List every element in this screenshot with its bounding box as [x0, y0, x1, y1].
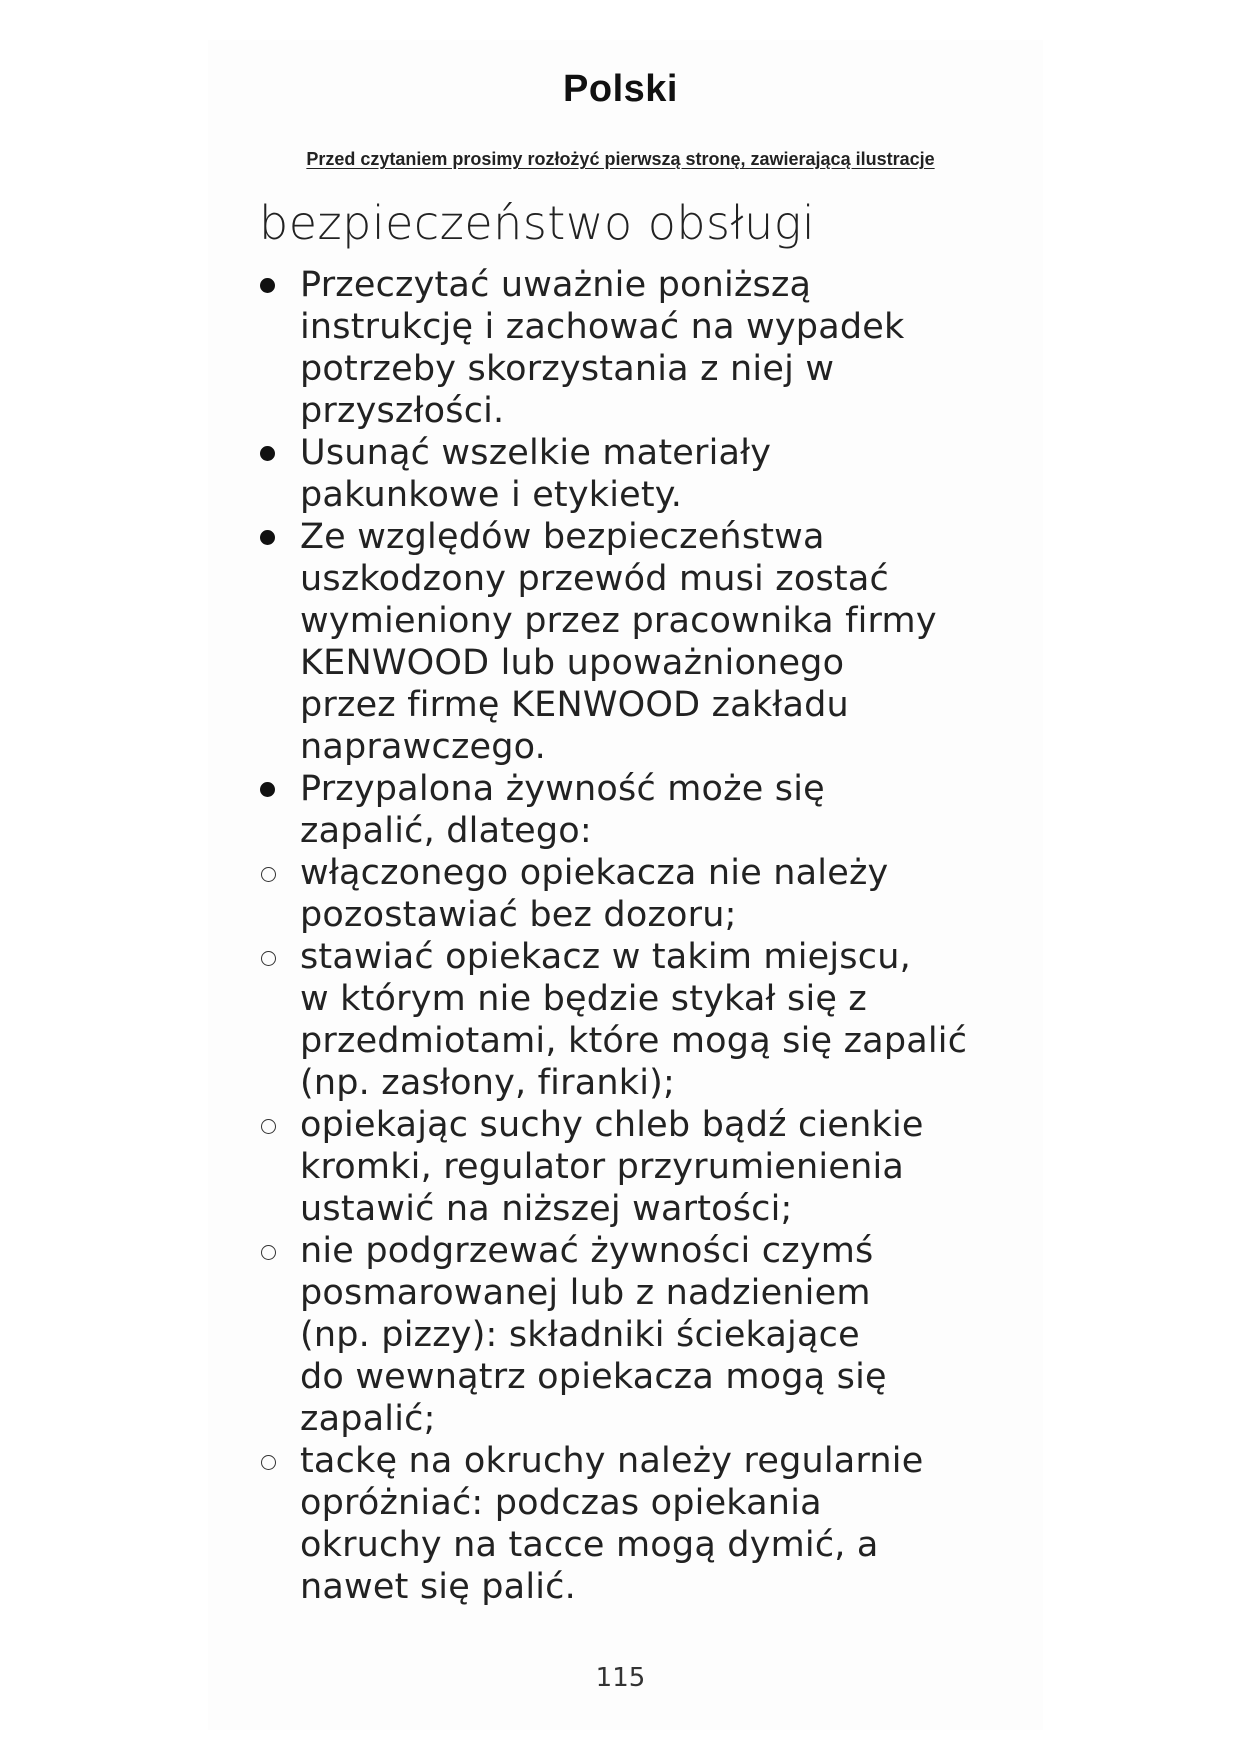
list-item [259, 768, 1019, 852]
hollow-bullet-icon [261, 1245, 276, 1260]
list-item-line: nawet się palić. [300, 1567, 576, 1607]
list-item [259, 936, 1019, 1104]
list-item-line: ustawić na niższej wartości; [300, 1189, 793, 1229]
list-item-line: potrzeby skorzystania z niej w [300, 349, 835, 389]
list-item-line: KENWOOD lub upoważnionego [300, 643, 845, 683]
safety-list [259, 264, 1019, 1608]
list-item-line: opróżniać: podczas opiekania [300, 1483, 822, 1523]
list-item-line: pakunkowe i etykiety. [300, 475, 683, 515]
list-item-line: opiekając suchy chleb bądź cienkie [300, 1105, 924, 1145]
list-item [259, 1230, 1019, 1440]
list-item-line: zapalić; [300, 1399, 436, 1439]
list-item-line: Przypalona żywność może się [300, 769, 825, 809]
filled-bullet-icon [260, 446, 275, 461]
list-item [259, 1104, 1019, 1230]
fold-out-instruction: Przed czytaniem prosimy rozłożyć pierwszą stronę, zawierającą ilustracje [306, 149, 935, 169]
list-item-line: kromki, regulator przyrumienienia [300, 1147, 905, 1187]
list-item-line: do wewnątrz opiekacza mogą się [300, 1357, 887, 1397]
list-item [259, 432, 1019, 516]
list-item-line: tackę na okruchy należy regularnie [300, 1441, 924, 1481]
list-item-line: przyszłości. [300, 391, 505, 431]
list-item-line: przez firmę KENWOOD zakładu [300, 685, 849, 725]
hollow-bullet-icon [261, 867, 276, 882]
list-item-line: Ze względów bezpieczeństwa [300, 517, 825, 557]
list-item-line: naprawczego. [300, 727, 546, 767]
list-item-line: (np. zasłony, firanki); [300, 1063, 675, 1103]
list-item-line: nie podgrzewać żywności czymś [300, 1231, 874, 1271]
list-item-line: włączonego opiekacza nie należy [300, 853, 889, 893]
filled-bullet-icon [260, 530, 275, 545]
language-heading: Polski [563, 68, 678, 110]
list-item-line: zapalić, dlatego: [300, 811, 592, 851]
list-item-line: posmarowanej lub z nadzieniem [300, 1273, 871, 1313]
page-number: 115 [595, 1663, 646, 1693]
list-item-line: instrukcję i zachować na wypadek [300, 307, 905, 347]
hollow-bullet-icon [261, 951, 276, 966]
list-item-line: Przeczytać uważnie poniższą [300, 265, 812, 305]
filled-bullet-icon [260, 278, 275, 293]
filled-bullet-icon [260, 782, 275, 797]
list-item-line: pozostawiać bez dozoru; [300, 895, 737, 935]
list-item [259, 516, 1019, 768]
list-item [259, 852, 1019, 936]
list-item-line: przedmiotami, które mogą się zapalić [300, 1021, 968, 1061]
hollow-bullet-icon [261, 1455, 276, 1470]
list-item [259, 264, 1019, 432]
list-item-line: (np. pizzy): składniki ściekające [300, 1315, 860, 1355]
list-item-line: w którym nie będzie stykał się z [300, 979, 867, 1019]
list-item-line: wymieniony przez pracownika firmy [300, 601, 937, 641]
section-title: bezpieczeństwo obsługi [259, 196, 816, 250]
list-item-line: Usunąć wszelkie materiały [300, 433, 772, 473]
list-item-line: okruchy na tacce mogą dymić, a [300, 1525, 879, 1565]
list-item-line: stawiać opiekacz w takim miejscu, [300, 937, 911, 977]
list-item-line: uszkodzony przewód musi zostać [300, 559, 889, 599]
hollow-bullet-icon [261, 1119, 276, 1134]
list-item [259, 1440, 1019, 1608]
